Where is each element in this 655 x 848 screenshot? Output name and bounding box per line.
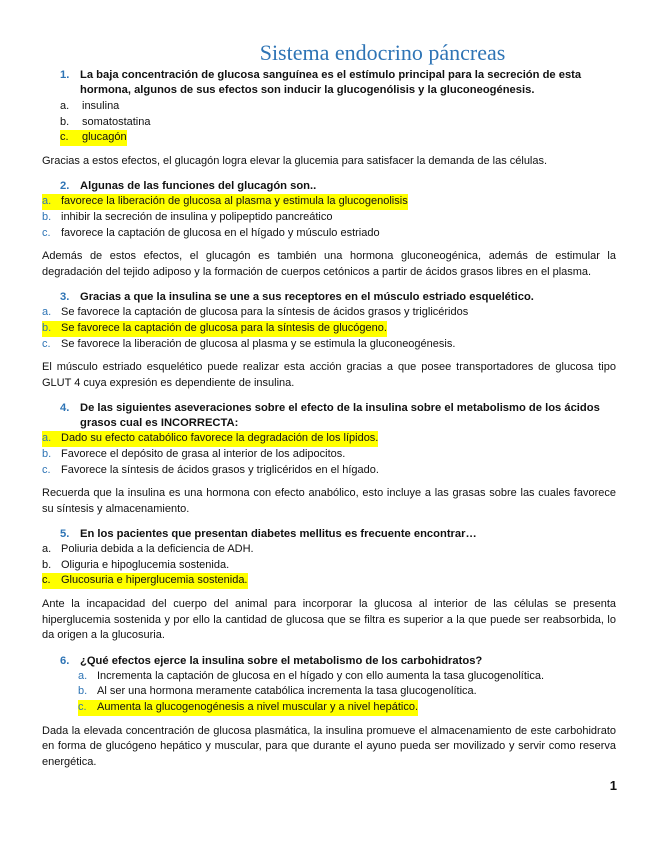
option-b-correct: b. Se favorece la captación de glucosa para la síntesis de glucógeno. xyxy=(42,321,616,337)
explanation-5: Ante la incapacidad del cuerpo del animal para incorporar la glucosa al interior de las células se presenta hiperglucemia sostenida y por ello la cantidad de glucosa que se filtra es superior a la que puede ser reabsorbida, lo da origen a la glucosuria. xyxy=(42,598,616,642)
question-text: ¿Qué efectos ejerce la insulina sobre el metabolismo de los carbohidratos? xyxy=(80,654,483,667)
explanation-1: Gracias a estos efectos, el glucagón logra elevar la glucemia para satisfacer la demanda de las células. xyxy=(42,154,548,167)
document-body xyxy=(42,68,616,770)
question-text: De las siguientes aseveraciones sobre el efecto de la insulina sobre el metabolismo de los ácidos grasos cual es INCORRECTA: xyxy=(80,402,600,430)
question-number: 4. xyxy=(60,402,70,415)
question-2 xyxy=(60,179,616,194)
option-c-correct: c. Glucosuria e hiperglucemia sostenida. xyxy=(42,573,616,589)
option-b: b. Oliguria e hipoglucemia sostenida. xyxy=(42,558,230,571)
option-c: c. Favorece la síntesis de ácidos grasos y triglicéridos en el hígado. xyxy=(42,463,379,476)
question-number: 5. xyxy=(60,528,70,541)
explanation-3: El músculo estriado esquelético puede realizar esta acción gracias a que posee transportadores de glucosa tipo GLUT 4 cuya expresión es dependiente de insulina. xyxy=(42,361,616,389)
question-text: La baja concentración de glucosa sanguínea es el estímulo principal para la secreción de esta hormona, algunos de sus efectos son inducir la glucogenólisis y la gluconeogénesis. xyxy=(80,69,582,96)
question-1 xyxy=(60,68,616,98)
question-number: 3. xyxy=(60,291,70,304)
explanation-2: Además de estos efectos, el glucagón es también una hormona gluconeogénica, además de estimular la degradación del tejido adiposo y la formación de cuerpos cetónicos a partir de ácidos grasos libres en el plasma. xyxy=(42,250,616,278)
option-c-correct: c. Aumenta la glucogenogénesis a nivel muscular y a nivel hepático. xyxy=(78,700,616,716)
option-b: b. somatostatina xyxy=(60,115,151,128)
option-b: b. Al ser una hormona meramente catabólica incrementa la tasa glucogenolítica. xyxy=(78,685,477,698)
question-text: En los pacientes que presentan diabetes mellitus es frecuente encontrar… xyxy=(80,528,477,541)
question-4 xyxy=(60,401,616,431)
page-title: Sistema endocrino páncreas xyxy=(259,40,506,65)
option-c-correct: c. glucagón xyxy=(60,130,616,146)
question-number: 6. xyxy=(60,654,70,667)
option-b: b. Favorece el depósito de grasa al interior de los adipocitos. xyxy=(42,447,346,460)
option-a: a. Incrementa la captación de glucosa en el hígado y con ello aumenta la tasa glucogenolítica. xyxy=(78,669,545,682)
question-6 xyxy=(60,654,616,669)
option-a: a. insulina xyxy=(60,100,120,112)
option-a: a. Se favorece la captación de glucosa para la síntesis de ácidos grasos y triglicéridos xyxy=(42,306,469,319)
option-a: a. Poliuria debida a la deficiencia de ADH. xyxy=(42,543,254,556)
page-number: 1 xyxy=(609,778,617,793)
question-number: 1. xyxy=(60,69,70,81)
question-text: Gracias a que la insulina se une a sus receptores en el músculo estriado esquelético. xyxy=(80,291,534,304)
question-number: 2. xyxy=(60,180,70,193)
option-b: b. inhibir la secreción de insulina y polipeptido pancreático xyxy=(42,210,333,223)
question-3 xyxy=(60,290,616,305)
option-c: c. Se favorece la liberación de glucosa al plasma y se estimula la gluconeogénesis. xyxy=(42,337,456,350)
option-a-correct: a. favorece la liberación de glucosa al plasma y estimula la glucogenolisis xyxy=(42,194,616,210)
explanation-6: Dada la elevada concentración de glucosa plasmática, la insulina promueve el almacenamiento de este carbohidrato en forma de glucógeno hepático y muscular, para que durante el ayuno pueda ser movilizado y servir como reserva energética. xyxy=(42,724,616,768)
option-a-correct: a. Dado su efecto catabólico favorece la degradación de los lípidos. xyxy=(42,431,616,447)
explanation-4: Recuerda que la insulina es una hormona con efecto anabólico, esto incluye a las grasas sobre las cuales favorece su síntesis y almacenamiento. xyxy=(42,487,616,515)
option-c: c. favorece la captación de glucosa en el hígado y músculo estriado xyxy=(42,226,380,239)
question-text: Algunas de las funciones del glucagón son.. xyxy=(80,180,317,193)
question-5 xyxy=(60,527,616,542)
